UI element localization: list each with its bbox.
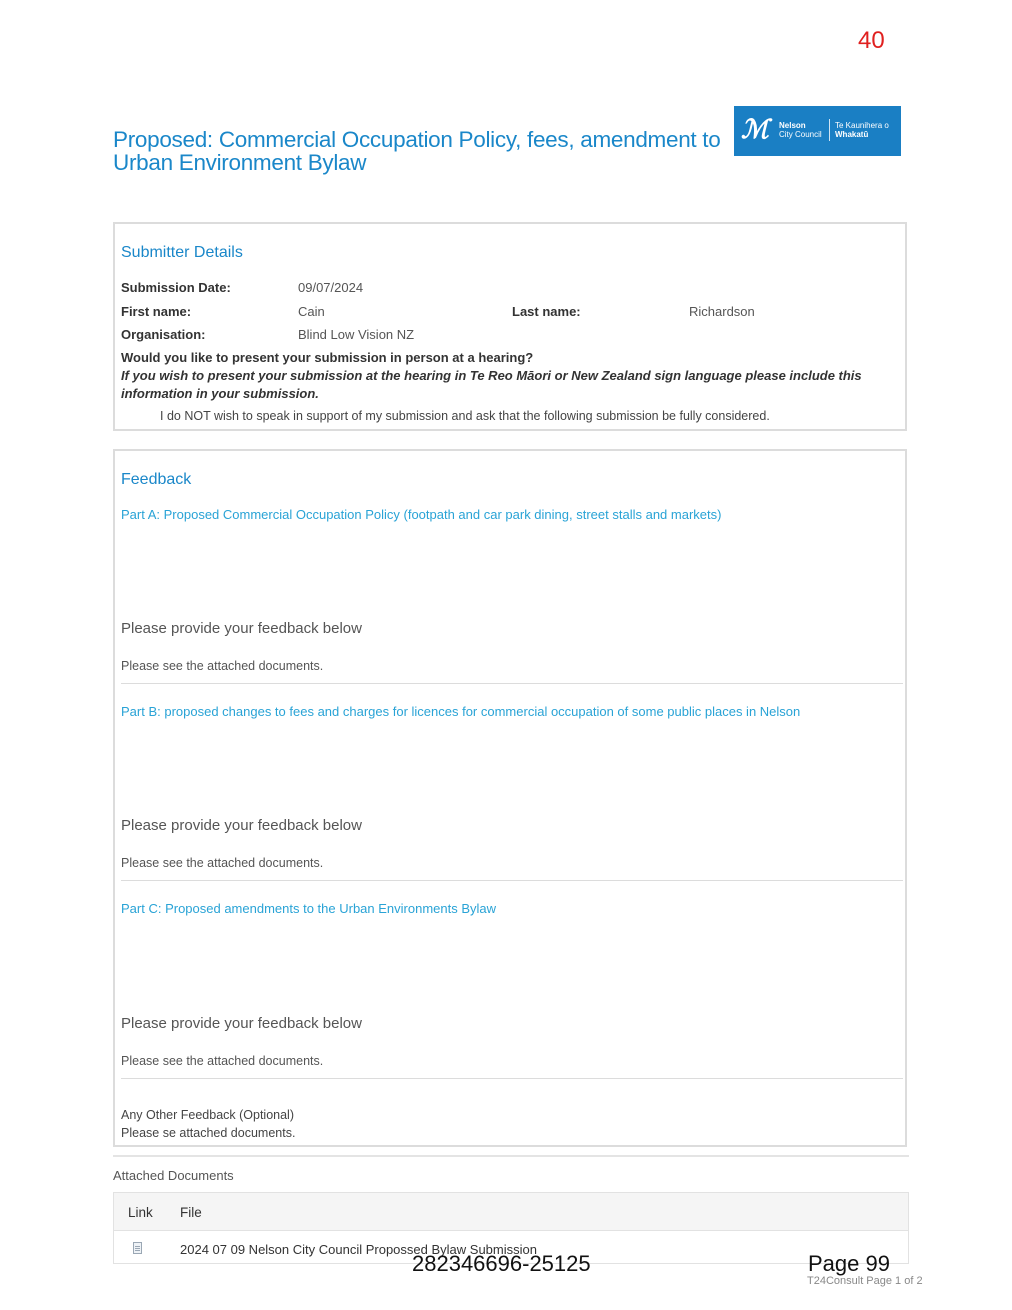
submission-date-value: 09/07/2024 (298, 280, 364, 295)
hearing-answer: I do NOT wish to speak in support of my submission and ask that the following submission be fully considered. (160, 409, 770, 423)
hearing-note: If you wish to present your submission at the hearing in Te Reo Māori or New Zealand sign language please include this information in your submission. (121, 368, 862, 401)
document-icon[interactable] (133, 1242, 142, 1254)
attachments-heading: Attached Documents (113, 1168, 234, 1183)
last-name-label: Last name: (512, 304, 581, 319)
part-c-title: Part C: Proposed amendments to the Urban Environments Bylaw (121, 901, 497, 916)
organisation-value: Blind Low Vision NZ (298, 327, 415, 342)
logo-text-english: Nelson City Council (779, 121, 822, 139)
logo-mark-icon: ℳ (741, 115, 765, 145)
document-title: Proposed: Commercial Occupation Policy, fees, amendment to Urban Environment Bylaw (113, 127, 721, 175)
council-logo (734, 106, 901, 156)
last-name-value: Richardson (689, 304, 755, 319)
column-header-link: Link (128, 1205, 153, 1220)
part-a-answer: Please see the attached documents. (121, 659, 324, 673)
first-name-value: Cain (298, 304, 325, 319)
other-feedback (121, 1106, 295, 1142)
other-feedback-label: Any Other Feedback (Optional) (121, 1108, 294, 1122)
part-b-title: Part B: proposed changes to fees and charges for licences for commercial occupation of some public places in Nelson (121, 704, 801, 719)
first-name-label: First name: (121, 304, 192, 319)
other-feedback-value: Please se attached documents. (121, 1126, 296, 1140)
attachment-file-name: 2024 07 09 Nelson City Council Propossed Bylaw Submission (180, 1242, 537, 1257)
attachments-header-row (114, 1193, 908, 1231)
part-c-answer: Please see the attached documents. (121, 1054, 324, 1068)
feedback-heading: Feedback (121, 471, 192, 488)
divider (121, 880, 903, 881)
divider (121, 1078, 903, 1079)
document-id: 282346696-25125 (412, 1251, 591, 1276)
column-header-file: File (180, 1205, 202, 1220)
organisation-label: Organisation: (121, 327, 206, 342)
part-b-answer: Please see the attached documents. (121, 856, 324, 870)
logo-text-maori: Te Kaunihera o Whakatū (835, 121, 889, 139)
feedback-panel (113, 449, 907, 1147)
logo-divider (829, 119, 830, 141)
submission-date-label: Submission Date: (121, 280, 231, 295)
part-a-title: Part A: Proposed Commercial Occupation Policy (footpath and car park dining, street stalls and markets) (121, 507, 722, 522)
part-a-prompt: Please provide your feedback below (121, 620, 362, 637)
part-c-prompt: Please provide your feedback below (121, 1015, 362, 1032)
footer-consult-page: T24Consult Page 1 of 2 (807, 1275, 923, 1287)
page-number: 40 (858, 27, 885, 54)
attachments-divider (113, 1155, 909, 1157)
divider (121, 683, 903, 684)
submitter-details-panel (113, 222, 907, 431)
hearing-question: Would you like to present your submission in person at a hearing? (121, 350, 534, 365)
footer-page-number: Page 99 (808, 1251, 890, 1276)
part-b-prompt: Please provide your feedback below (121, 817, 362, 834)
submitter-details-heading: Submitter Details (121, 244, 243, 261)
